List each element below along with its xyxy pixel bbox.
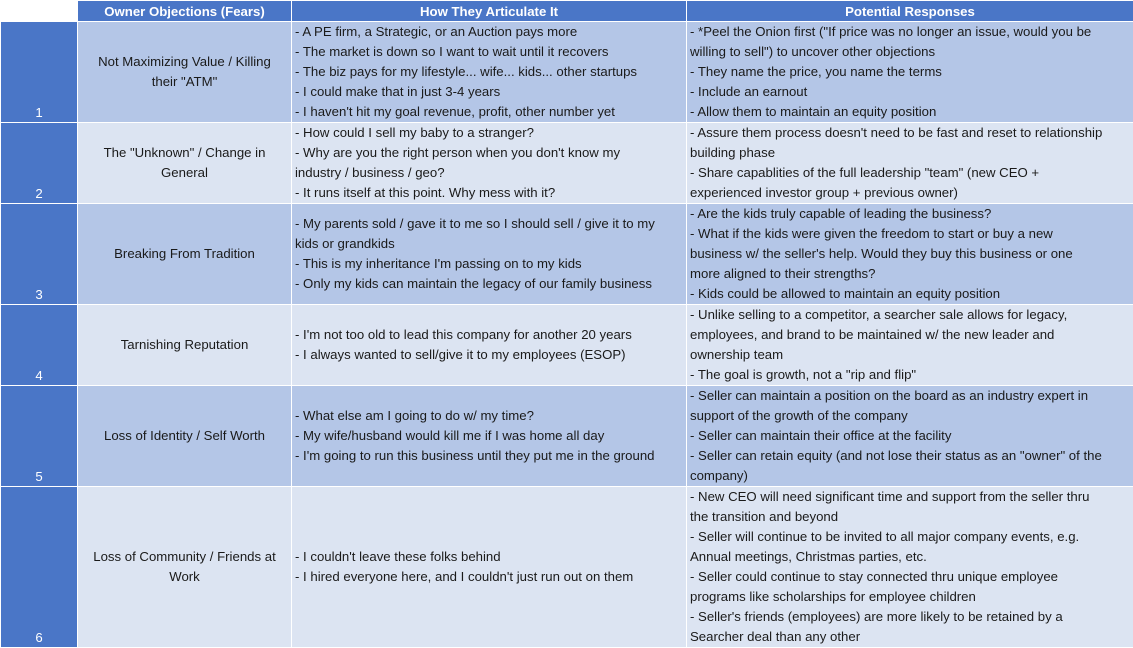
articulation-cell[interactable]: [292, 386, 687, 487]
articulation-line: - I always wanted to sell/give it to my employees (ESOP): [295, 345, 682, 365]
objection-cell[interactable]: Tarnishing Reputation: [78, 305, 292, 386]
response-cell[interactable]: [687, 305, 1133, 386]
articulation-line: - What else am I going to do w/ my time?: [295, 406, 682, 426]
articulation-line: - My wife/husband would kill me if I was home all day: [295, 426, 682, 446]
articulation-cell[interactable]: [292, 305, 687, 386]
articulation-cell[interactable]: [292, 123, 687, 204]
articulation-cell[interactable]: [292, 22, 687, 123]
response-cell[interactable]: [687, 386, 1133, 487]
corner-header-cell[interactable]: [1, 1, 78, 22]
response-line: - What if the kids were given the freedom to start or buy a new: [690, 224, 1129, 244]
articulation-line: - I'm going to run this business until they put me in the ground: [295, 446, 682, 466]
row-number[interactable]: 3: [1, 204, 78, 305]
row-number[interactable]: 2: [1, 123, 78, 204]
articulation-line: - I couldn't leave these folks behind: [295, 547, 682, 567]
articulation-line: - I'm not too old to lead this company for another 20 years: [295, 325, 682, 345]
articulation-cell[interactable]: [292, 204, 687, 305]
objection-cell[interactable]: Loss of Identity / Self Worth: [78, 386, 292, 487]
response-line: employees, and brand to be maintained w/ the new leader and: [690, 325, 1129, 345]
row-number[interactable]: 6: [1, 487, 78, 648]
response-line: - Include an earnout: [690, 82, 1129, 102]
articulation-cell[interactable]: [292, 487, 687, 648]
response-line: company): [690, 466, 1129, 486]
articulation-line: - How could I sell my baby to a stranger?: [295, 123, 682, 143]
row-number[interactable]: 5: [1, 386, 78, 487]
response-line: support of the growth of the company: [690, 406, 1129, 426]
response-line: - The goal is growth, not a "rip and flip": [690, 365, 1129, 385]
objection-cell[interactable]: Breaking From Tradition: [78, 204, 292, 305]
response-line: - Seller could continue to stay connected thru unique employee: [690, 567, 1129, 587]
response-line: - Are the kids truly capable of leading the business?: [690, 204, 1129, 224]
response-line: building phase: [690, 143, 1129, 163]
response-cell[interactable]: [687, 487, 1133, 648]
articulation-line: industry / business / geo?: [295, 163, 682, 183]
response-line: experienced investor group + previous owner): [690, 183, 1129, 203]
response-line: - Assure them process doesn't need to be fast and reset to relationship: [690, 123, 1129, 143]
response-line: - Seller's friends (employees) are more likely to be retained by a: [690, 607, 1129, 627]
response-line: ownership team: [690, 345, 1129, 365]
response-line: more aligned to their strengths?: [690, 264, 1129, 284]
articulation-line: - The biz pays for my lifestyle... wife... kids... other startups: [295, 62, 682, 82]
response-line: - They name the price, you name the terms: [690, 62, 1129, 82]
response-cell[interactable]: [687, 22, 1133, 123]
response-line: - New CEO will need significant time and support from the seller thru: [690, 487, 1129, 507]
table-row: [1, 22, 1133, 123]
row-number[interactable]: 4: [1, 305, 78, 386]
response-line: Annual meetings, Christmas parties, etc.: [690, 547, 1129, 567]
response-line: - Seller can retain equity (and not lose their status as an "owner" of the: [690, 446, 1129, 466]
row-number[interactable]: 1: [1, 22, 78, 123]
response-line: - Allow them to maintain an equity position: [690, 102, 1129, 122]
header-owner-objections[interactable]: Owner Objections (Fears): [78, 1, 292, 22]
table-row: [1, 305, 1133, 386]
objection-cell[interactable]: The "Unknown" / Change in General: [78, 123, 292, 204]
response-line: - Kids could be allowed to maintain an equity position: [690, 284, 1129, 304]
response-line: willing to sell") to uncover other objections: [690, 42, 1129, 62]
response-cell[interactable]: [687, 123, 1133, 204]
table-row: [1, 204, 1133, 305]
articulation-line: - The market is down so I want to wait until it recovers: [295, 42, 682, 62]
articulation-line: - I could make that in just 3-4 years: [295, 82, 682, 102]
articulation-line: - My parents sold / gave it to me so I should sell / give it to my: [295, 214, 682, 234]
response-cell[interactable]: [687, 204, 1133, 305]
response-line: business w/ the seller's help. Would they buy this business or one: [690, 244, 1129, 264]
response-line: - Seller can maintain their office at the facility: [690, 426, 1129, 446]
articulation-line: kids or grandkids: [295, 234, 682, 254]
table-row: [1, 487, 1133, 648]
table-row: [1, 123, 1133, 204]
header-how-they-articulate[interactable]: How They Articulate It: [292, 1, 687, 22]
objection-cell[interactable]: Not Maximizing Value / Killing their "ATM": [78, 22, 292, 123]
articulation-line: - Only my kids can maintain the legacy of our family business: [295, 274, 682, 294]
response-line: - Share capablities of the full leadership "team" (new CEO +: [690, 163, 1129, 183]
objection-cell[interactable]: Loss of Community / Friends at Work: [78, 487, 292, 648]
response-line: the transition and beyond: [690, 507, 1129, 527]
articulation-line: - I hired everyone here, and I couldn't just run out on them: [295, 567, 682, 587]
response-line: - *Peel the Onion first ("If price was no longer an issue, would you be: [690, 22, 1129, 42]
table-row: [1, 386, 1133, 487]
response-line: programs like scholarships for employee children: [690, 587, 1129, 607]
header-potential-responses[interactable]: Potential Responses: [687, 1, 1133, 22]
header-row: [1, 1, 1133, 22]
response-line: - Seller will continue to be invited to all major company events, e.g.: [690, 527, 1129, 547]
response-line: - Unlike selling to a competitor, a searcher sale allows for legacy,: [690, 305, 1129, 325]
articulation-line: - Why are you the right person when you don't know my: [295, 143, 682, 163]
response-line: Searcher deal than any other: [690, 627, 1129, 647]
response-line: - Seller can maintain a position on the board as an industry expert in: [690, 386, 1129, 406]
articulation-line: - A PE firm, a Strategic, or an Auction pays more: [295, 22, 682, 42]
articulation-line: - It runs itself at this point. Why mess with it?: [295, 183, 682, 203]
articulation-line: - I haven't hit my goal revenue, profit, other number yet: [295, 102, 682, 122]
articulation-line: - This is my inheritance I'm passing on to my kids: [295, 254, 682, 274]
